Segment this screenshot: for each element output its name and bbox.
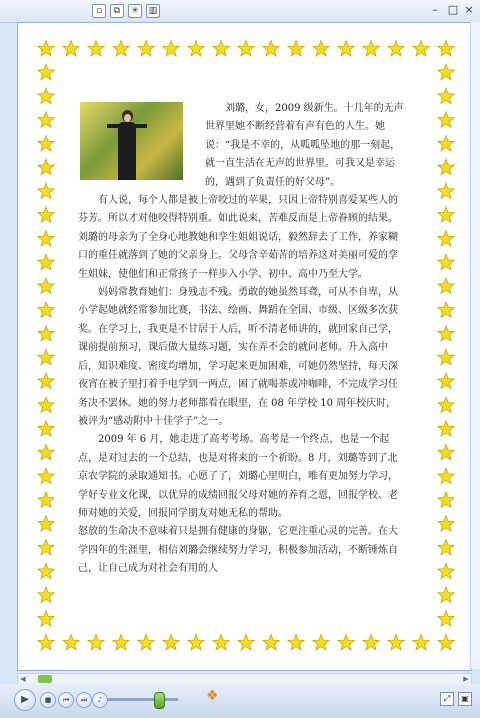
star-icon — [88, 41, 104, 56]
star-icon — [38, 635, 54, 650]
close-button[interactable]: × — [464, 3, 474, 16]
star-icon — [38, 254, 54, 269]
star-icon — [438, 183, 454, 198]
star-icon — [38, 278, 54, 293]
student-photo — [80, 102, 183, 180]
next-icon[interactable]: ⏭ — [76, 692, 92, 708]
star-icon — [113, 41, 129, 56]
star-icon — [388, 41, 404, 56]
star-icon — [413, 635, 429, 650]
star-icon — [438, 207, 454, 222]
star-icon — [438, 231, 454, 246]
vertical-scrollbar[interactable] — [470, 22, 480, 669]
star-icon — [363, 41, 379, 56]
star-icon — [38, 373, 54, 388]
star-icon — [38, 611, 54, 626]
star-icon — [438, 254, 454, 269]
star-icon — [38, 516, 54, 531]
star-icon — [338, 635, 354, 650]
star-icon — [313, 635, 329, 650]
chart-icon[interactable]: ▥ — [146, 4, 160, 18]
star-icon — [438, 41, 454, 56]
star-icon — [438, 587, 454, 602]
star-icon — [38, 349, 54, 364]
person-figure — [116, 110, 138, 180]
star-icon — [238, 41, 254, 56]
visual-icon[interactable]: ✳ — [128, 4, 142, 18]
maximize-button[interactable]: □ — [447, 3, 459, 16]
stop-icon[interactable]: ■ — [40, 692, 56, 708]
star-icon — [38, 326, 54, 341]
star-icon — [213, 635, 229, 650]
star-icon — [113, 635, 129, 650]
star-icon — [38, 492, 54, 507]
view-icon[interactable]: ▫ — [92, 4, 106, 18]
paragraph-3: 妈妈常教育她们：身残志不残。勇敢的她虽然耳聋，可从不自卑，从小学起她就经常参加比赛，书法、绘画、舞蹈在全国、市级、区级多次获奖。在学习上，我更是不甘居于人后，听不清老师讲的，就回家自己学，课前提前预习，课后做大量练习题，实在弄不会的就问老师。升入高中后，知识难度、密度均增加，学习起来更加困难，可她仍然坚持，每天深夜宵在被子里打着手电学到一两点，困了就喝茶或冲咖啡，不完成学习任务决不罢休。她的努力老师都看在眼里，在 08 年学校 10 周年校庆时，被评为“感动附中十佳学子”之一。 — [78, 287, 398, 427]
star-icon — [438, 421, 454, 436]
star-icon — [38, 159, 54, 174]
star-icon — [288, 41, 304, 56]
volume-track[interactable] — [108, 698, 178, 701]
copy-icon[interactable]: ⧉ — [110, 4, 124, 18]
minimize-button[interactable]: – — [432, 3, 438, 16]
star-icon — [438, 278, 454, 293]
star-icon — [188, 41, 204, 56]
star-icon — [438, 64, 454, 79]
star-icon — [438, 88, 454, 103]
player-controls — [0, 684, 480, 718]
star-icon — [438, 373, 454, 388]
star-icon — [438, 326, 454, 341]
star-icon — [313, 41, 329, 56]
mute-icon[interactable]: ♪ — [92, 692, 108, 708]
star-icon — [38, 64, 54, 79]
seek-thumb[interactable] — [38, 675, 52, 683]
star-icon — [338, 41, 354, 56]
fullscreen-icon[interactable]: ⤢ — [440, 692, 454, 706]
star-icon — [438, 302, 454, 317]
star-icon — [38, 88, 54, 103]
star-icon — [438, 112, 454, 127]
document-frame — [17, 22, 472, 671]
star-icon — [263, 635, 279, 650]
star-icon — [38, 397, 54, 412]
paragraph-2: 有人说，每个人都是被上帝咬过的苹果，只因上帝特别喜爱某些人的芬芳。所以才对他咬得特别重。如此说来，苦难反而是上帝眷顾的结果。刘璐的母亲为了全身心地教她和孪生姐姐说话，毅然辞去了工作，养家糊口的重任就落到了她的父亲身上。父母含辛茹苦的培养这对美丽可爱的孪生姐妹，使他们和正常孩子一样步入小学、初中、高中乃至大学。 — [78, 195, 398, 280]
star-icon — [438, 468, 454, 483]
paragraph-4: 2009 年 6 月，她走进了高考考场。高考是一个终点，也是一个起点，是对过去的一个总结，也是对将来的一个祈盼。8 月，刘璐等到了北京农学院的录取通知书。心愿了了，刘璐心里明白，唯有更加努力学习，学好专业文化课，以优异的成绩回报父母对她的养育之恩，回报学校、老师对她的关爱，回报同学朋友对她无私的帮助。 — [78, 434, 398, 519]
star-icon — [438, 159, 454, 174]
star-icon — [438, 516, 454, 531]
star-icon — [388, 635, 404, 650]
star-icon — [288, 635, 304, 650]
star-icon — [163, 41, 179, 56]
star-icon — [38, 421, 54, 436]
switch-view-icon[interactable]: ▣ — [458, 692, 472, 706]
paragraph-1: 刘璐，女，2009 级新生。十几年的无声世界里她不断经营着有声有色的人生。她说：“我是不幸的，从呱呱坠地的那一刻起，就一直生活在无声的世界里。可我又是幸运的，遇到了负责任的好父母”。 — [205, 103, 404, 188]
seek-right-icon[interactable]: ▶ — [463, 675, 469, 683]
star-icon — [438, 611, 454, 626]
star-icon — [438, 136, 454, 151]
paragraph-5: 怒放的生命决不意味着只是拥有健康的身躯，它更注重心灵的完善。在大学四年的生涯里，相信刘璐会继续努力学习，积极参加活动，不断锤炼自己，让自己成为对社会有用的人 — [78, 526, 398, 575]
previous-icon[interactable]: ⏮ — [58, 692, 74, 708]
star-icon — [38, 207, 54, 222]
star-icon — [413, 41, 429, 56]
seek-left-icon[interactable]: ◀ — [20, 675, 26, 683]
article-body — [78, 98, 406, 579]
star-icon — [438, 635, 454, 650]
star-icon — [138, 41, 154, 56]
star-icon — [438, 540, 454, 555]
star-icon — [63, 635, 79, 650]
star-icon — [38, 112, 54, 127]
volume-slider-thumb[interactable] — [154, 692, 165, 709]
star-icon — [138, 635, 154, 650]
star-icon — [38, 563, 54, 578]
media-player-logo: ❖ — [206, 688, 219, 704]
star-icon — [238, 635, 254, 650]
star-icon — [438, 397, 454, 412]
star-icon — [438, 492, 454, 507]
star-icon — [438, 349, 454, 364]
star-icon — [38, 468, 54, 483]
star-icon — [38, 587, 54, 602]
star-icon — [213, 41, 229, 56]
play-icon[interactable]: ▶ — [14, 689, 36, 711]
star-icon — [438, 563, 454, 578]
star-icon — [63, 41, 79, 56]
star-icon — [38, 183, 54, 198]
title-bar — [0, 0, 480, 23]
star-icon — [363, 635, 379, 650]
star-icon — [38, 136, 54, 151]
star-icon — [188, 635, 204, 650]
star-icon — [438, 444, 454, 459]
star-icon — [163, 635, 179, 650]
star-icon — [38, 41, 54, 56]
star-icon — [38, 540, 54, 555]
star-icon — [38, 302, 54, 317]
star-icon — [88, 635, 104, 650]
star-icon — [263, 41, 279, 56]
star-icon — [38, 444, 54, 459]
star-icon — [38, 231, 54, 246]
